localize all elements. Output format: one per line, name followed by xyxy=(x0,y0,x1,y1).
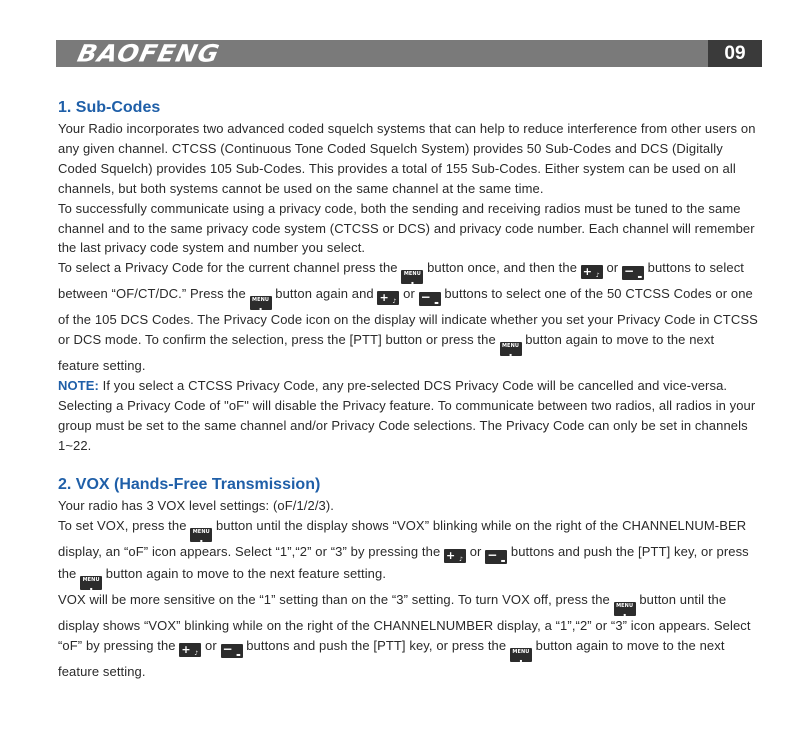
text: or xyxy=(466,543,486,559)
plus-button-icon: + ♪ xyxy=(377,291,399,305)
section-heading-sub-codes: 1. Sub-Codes xyxy=(58,99,161,116)
minus-button-icon: − ▪▪ xyxy=(485,550,507,564)
section-heading-vox: 2. VOX (Hands-Free Transmission) xyxy=(58,475,321,493)
page-content xyxy=(58,97,758,682)
text: button once, and then the xyxy=(423,260,581,276)
paragraph: Your radio has 3 VOX level settings: (oF/1/2/3). xyxy=(58,497,335,513)
paragraph: Your Radio incorporates two advanced coded squelch systems that can help to reduce interference from other users on any given channel. CTCSS (Continuous Tone Coded Squelch System) provides 50 Sub-Codes and DCS (Digitally Coded Squelch) provides 105 Sub-Codes. This provides a total of 155 Sub-Codes. Either system can be used on all channels, but both systems cannot be used on the same channel at the same time. xyxy=(58,121,756,196)
menu-button-icon: MENU ▪ xyxy=(190,528,212,542)
page-number: 09 xyxy=(708,40,762,67)
text: button again to move to the next feature setting. xyxy=(58,332,715,374)
menu-button-icon: MENU ▪ xyxy=(401,270,423,284)
text: button again and xyxy=(271,286,378,302)
minus-button-icon: − ▪▪ xyxy=(622,266,644,280)
text: button again to move to the next feature setting. xyxy=(58,637,725,679)
paragraph xyxy=(58,258,758,376)
plus-button-icon: + ♪ xyxy=(581,265,603,279)
menu-button-icon: MENU ▪ xyxy=(80,576,102,590)
text: button until the display shows “VOX” blinking while on the right of the CHANNELNUMBER display, a “1”,“2” or “3” icon appears. Select “oF” by pressing the xyxy=(58,591,751,653)
plus-button-icon: + ♪ xyxy=(179,643,201,657)
note-paragraph xyxy=(58,376,758,456)
plus-button-icon: + ♪ xyxy=(444,549,466,563)
text: button until the display shows “VOX” blinking while on the right of the CHANNELNUM-BER display, an “oF” icon appears. Select “1”,“2” or “3” by pressing the xyxy=(58,517,747,559)
minus-button-icon: − ▪▪ xyxy=(419,292,441,306)
menu-button-icon: MENU ▪ xyxy=(614,602,636,616)
page-header xyxy=(56,40,762,67)
paragraph xyxy=(58,590,758,682)
text: button again to move to the next feature setting. xyxy=(102,565,387,581)
text: or xyxy=(602,260,622,276)
text: buttons and push the [PTT] key, or press the xyxy=(58,543,749,581)
menu-button-icon: MENU ▪ xyxy=(500,342,522,356)
paragraph: To successfully communicate using a privacy code, both the sending and receiving radios must be tuned to the same channel and to the same privacy code system (CTCSS or DCS) and privacy code number. Each channel will remember the last privacy code system and number you select. xyxy=(58,200,755,256)
paragraph xyxy=(58,516,758,590)
minus-button-icon: − ▪▪ xyxy=(221,644,243,658)
text: To select a Privacy Code for the current channel press the xyxy=(58,260,402,276)
text: VOX will be more sensitive on the “1” setting than on the “3” setting. To turn VOX off, press the xyxy=(58,591,614,607)
brand-logo: BAOFENG xyxy=(75,39,223,68)
text: or xyxy=(399,286,419,302)
text: buttons to select between “OF/CT/DC.” Press the xyxy=(58,260,745,302)
text: buttons and push the [PTT] key, or press the xyxy=(242,637,510,653)
note-text: If you select a CTCSS Privacy Code, any pre-selected DCS Privacy Code will be cancelled and vice-versa. Selecting a Privacy Code of "oF" will disable the Privacy feature. To communicate between two radios, all radios in your group must be set to the same channel and/or Privacy Code selections. The Privacy Code can only be set in channels 1~22. xyxy=(58,378,756,453)
text: or xyxy=(201,637,221,653)
menu-button-icon: MENU ▪ xyxy=(510,648,532,662)
note-label: NOTE: xyxy=(58,378,99,394)
text: buttons to select one of the 50 CTCSS Codes or one of the 105 DCS Codes. The Privacy Code icon on the display will indicate whether you set your Privacy Code in CTCSS or DCS mode. To confirm the selection, press the [PTT] button or press the xyxy=(58,286,758,348)
text: To set VOX, press the xyxy=(58,517,191,533)
menu-button-icon: MENU ▪ xyxy=(250,296,272,310)
